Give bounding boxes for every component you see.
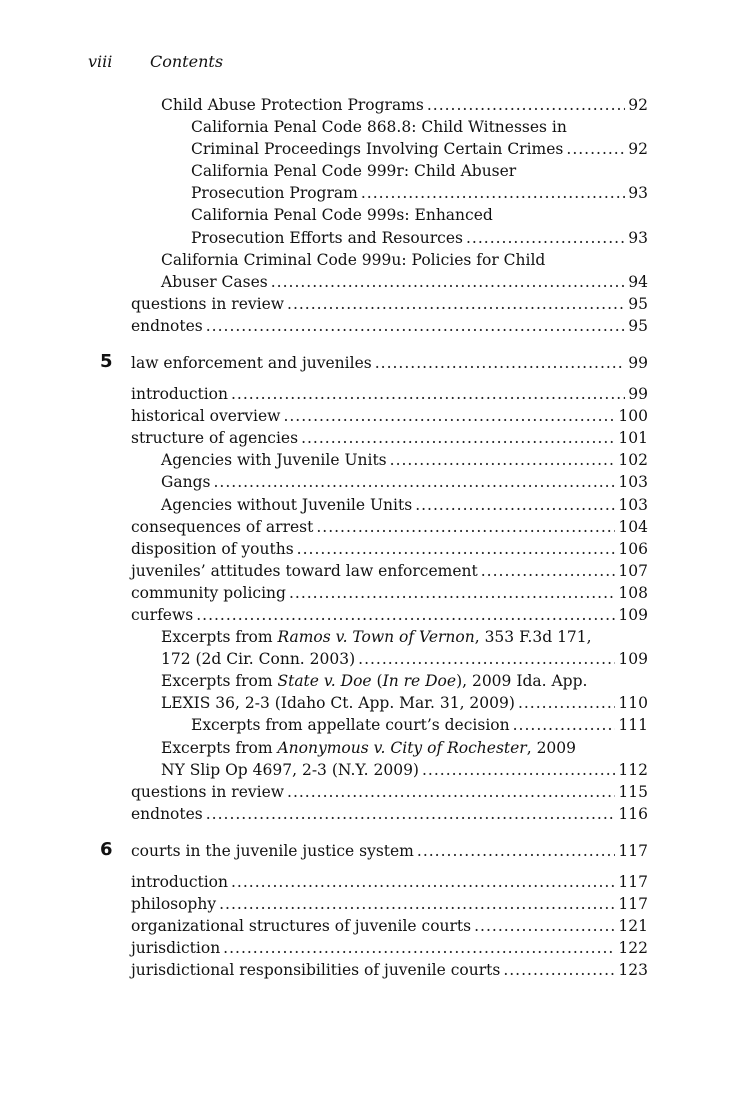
toc-entry[interactable] <box>0 516 735 538</box>
dot-leader <box>513 714 616 736</box>
toc-entry-title: questions in review <box>131 294 285 313</box>
toc-entry[interactable] <box>0 427 735 449</box>
toc-entry[interactable] <box>0 315 735 337</box>
case-name: In re Doe <box>382 672 457 691</box>
page-number: 110 <box>618 694 648 713</box>
toc-entry-line <box>191 204 648 226</box>
toc-entry-line <box>131 427 648 449</box>
dot-leader <box>206 315 626 337</box>
page-number: 115 <box>618 782 648 801</box>
toc-entry-line <box>131 315 648 337</box>
dot-leader <box>361 182 625 204</box>
page-number: 117 <box>618 841 648 860</box>
toc-entry-line <box>161 271 648 293</box>
dot-leader <box>503 959 615 981</box>
dot-leader <box>206 803 616 825</box>
page-number: 99 <box>628 385 648 404</box>
page-number: 103 <box>618 495 648 514</box>
page-number: 94 <box>628 272 648 291</box>
case-name: State v. Doe <box>277 672 372 691</box>
toc-entry-title: Criminal Proceedings Involving Certain Crimes <box>191 140 564 159</box>
toc-entry-line <box>161 626 648 648</box>
page-number: 101 <box>618 429 648 448</box>
dot-leader <box>231 383 625 405</box>
dot-leader <box>474 915 615 937</box>
toc-entry[interactable] <box>0 670 735 714</box>
toc-entry-title: jurisdictional responsibilities of juvenile courts <box>131 961 501 980</box>
dot-leader <box>219 893 615 915</box>
toc-entry-line <box>161 759 648 781</box>
dot-leader <box>316 516 615 538</box>
toc-entry-line <box>131 937 648 959</box>
toc-entry-title: historical overview <box>131 407 281 426</box>
dot-leader <box>427 94 625 116</box>
toc-entry-title: introduction <box>131 385 228 404</box>
dot-leader <box>287 293 625 315</box>
toc-entry-title: curfews <box>131 605 194 624</box>
case-name: Ramos v. Town of Vernon <box>277 628 475 647</box>
page-number: 123 <box>618 961 648 980</box>
toc-entry-line <box>161 471 648 493</box>
toc-entry-line <box>131 405 648 427</box>
toc-entry-line <box>131 915 648 937</box>
toc-entry[interactable] <box>0 249 735 293</box>
dot-leader <box>196 604 615 626</box>
toc-entry-line <box>161 449 648 471</box>
dot-leader <box>518 692 615 714</box>
toc-entry-line <box>131 383 648 405</box>
toc-entry-line <box>131 560 648 582</box>
dot-leader <box>283 405 615 427</box>
title-text: , 2009 <box>526 738 577 757</box>
toc-entry[interactable] <box>0 803 735 825</box>
toc-entry-title: Prosecution Efforts and Resources <box>191 228 463 247</box>
toc-entry-line <box>131 516 648 538</box>
dot-leader <box>415 494 615 516</box>
toc-entry-title: philosophy <box>131 895 217 913</box>
page-number: 117 <box>618 872 648 891</box>
toc-entry-line <box>191 138 648 160</box>
toc-entry-title: law enforcement and juveniles <box>131 354 372 373</box>
page-number: 95 <box>628 316 648 335</box>
toc-entry[interactable] <box>0 293 735 315</box>
toc-entry-title: California Criminal Code 999u: Policies for Child <box>161 250 546 269</box>
toc-entry-line <box>161 648 648 670</box>
toc-entry-title: questions in review <box>131 782 285 801</box>
toc-entry-title: community policing <box>131 583 286 602</box>
dot-leader <box>271 271 626 293</box>
dot-leader <box>566 138 625 160</box>
toc-chapter-entry[interactable] <box>0 351 735 375</box>
toc-entry[interactable] <box>0 405 735 427</box>
title-text: Excerpts from <box>161 738 278 757</box>
toc-entry[interactable] <box>0 604 735 626</box>
title-text: Excerpts from <box>161 672 278 691</box>
page-number: 103 <box>618 473 648 492</box>
title-text: LEXIS 36, 2-3 (Idaho Ct. App. Mar. 31, 2009) <box>161 694 515 713</box>
page-number: 102 <box>618 451 648 470</box>
toc-entry-title <box>161 737 576 759</box>
page-number: 100 <box>618 407 648 426</box>
toc-entry-line <box>131 293 648 315</box>
toc-entry-title: organizational structures of juvenile courts <box>131 917 472 936</box>
toc-entry-title: Gangs <box>161 473 211 492</box>
page-number: 108 <box>618 583 648 602</box>
toc-entry-title: Agencies without Juvenile Units <box>161 495 413 514</box>
toc-entry-line <box>131 604 648 626</box>
toc-entry[interactable] <box>0 116 735 160</box>
dot-leader <box>390 449 616 471</box>
toc-entry-title: California Penal Code 999s: Enhanced <box>191 206 493 225</box>
title-text: Excerpts from <box>161 628 278 647</box>
page-number: 112 <box>618 760 648 779</box>
page-number: 104 <box>618 517 648 536</box>
dot-leader <box>481 560 616 582</box>
page-number: 122 <box>618 939 648 958</box>
toc-entry-title: disposition of youths <box>131 539 294 558</box>
toc-entry-title: consequences of arrest <box>131 517 314 536</box>
running-title: Contents <box>150 52 224 71</box>
dot-leader <box>417 839 616 863</box>
toc-entry-title: Prosecution Program <box>191 184 358 203</box>
toc-entry[interactable] <box>0 560 735 582</box>
toc-entry-line <box>191 182 648 204</box>
toc-entry-line <box>131 351 648 375</box>
toc-entry[interactable] <box>0 582 735 604</box>
toc-entry-title: California Penal Code 868.8: Child Witnesses in <box>191 118 567 137</box>
dot-leader <box>231 871 615 893</box>
toc-entry[interactable] <box>0 714 735 736</box>
toc-entry[interactable] <box>0 160 735 204</box>
page-number: 117 <box>618 895 648 913</box>
page-number: 111 <box>618 716 648 735</box>
page-number: 106 <box>618 539 648 558</box>
dot-leader <box>358 648 615 670</box>
toc-entry-line <box>131 803 648 825</box>
toc-entry-title: endnotes <box>131 804 203 823</box>
toc-entry-line <box>161 94 648 116</box>
toc-entry-title <box>161 692 515 714</box>
page-number: 92 <box>628 140 648 159</box>
toc-entry-line <box>191 116 648 138</box>
toc-entry-title: structure of agencies <box>131 429 299 448</box>
dot-leader <box>422 759 615 781</box>
toc-entry-title: Agencies with Juvenile Units <box>161 451 387 470</box>
dot-leader <box>466 227 625 249</box>
toc-entry-line <box>161 494 648 516</box>
toc-entry-title: jurisdiction <box>131 939 221 958</box>
dot-leader <box>289 582 615 604</box>
toc-entry-line <box>191 160 648 182</box>
toc-entry-line <box>161 670 648 692</box>
toc-entry-title: endnotes <box>131 316 203 335</box>
toc-entry[interactable] <box>0 204 735 248</box>
toc-entry[interactable] <box>0 94 735 116</box>
toc-entry-line <box>131 871 648 893</box>
toc-entry-title: Abuser Cases <box>161 272 268 291</box>
toc-entry-line <box>131 893 648 915</box>
toc-entry[interactable] <box>0 737 735 781</box>
page-folio: viii <box>88 52 113 71</box>
toc-entry-title <box>161 759 419 781</box>
toc-entry-title <box>161 670 587 692</box>
toc-entry-title: Child Abuse Protection Programs <box>161 96 424 114</box>
title-text: , 353 F.3d 171, <box>474 628 592 647</box>
toc-entry[interactable] <box>0 626 735 670</box>
toc-entry-line <box>161 249 648 271</box>
toc-entry-title: Excerpts from appellate court’s decision <box>191 716 510 735</box>
toc-entry-title <box>161 626 592 648</box>
dot-leader <box>223 937 615 959</box>
toc-entry[interactable] <box>0 915 735 937</box>
toc-entry[interactable] <box>0 781 735 803</box>
dot-leader <box>287 781 615 803</box>
toc-entry-line <box>131 959 648 981</box>
page-number: 107 <box>618 561 648 580</box>
title-text: NY Slip Op 4697, 2-3 (N.Y. 2009) <box>161 760 419 779</box>
toc-entry[interactable] <box>0 383 735 405</box>
chapter-number: 6 <box>100 838 113 860</box>
dot-leader <box>297 538 616 560</box>
title-text: 172 (2d Cir. Conn. 2003) <box>161 650 356 669</box>
page-number: 95 <box>628 294 648 313</box>
chapter-number: 5 <box>100 351 113 373</box>
toc-entry[interactable] <box>0 959 735 981</box>
title-text: ( <box>371 672 383 691</box>
toc-entry-line <box>131 839 648 863</box>
table-of-contents <box>0 94 735 981</box>
toc-entry-title: introduction <box>131 872 228 891</box>
toc-entry[interactable] <box>0 471 735 493</box>
toc-entry-line <box>191 714 648 736</box>
toc-entry-line <box>131 781 648 803</box>
toc-entry[interactable] <box>0 494 735 516</box>
dot-leader <box>375 351 626 375</box>
page-number: 109 <box>618 650 648 669</box>
page-number: 93 <box>628 184 648 203</box>
toc-entry-line <box>161 692 648 714</box>
toc-chapter-entry[interactable] <box>0 839 735 863</box>
case-name: Anonymous v. City of Rochester <box>277 738 527 757</box>
toc-entry-line <box>161 737 648 759</box>
toc-entry[interactable] <box>0 937 735 959</box>
toc-entry[interactable] <box>0 871 735 893</box>
page-number: 99 <box>628 354 648 373</box>
page-number: 92 <box>628 96 648 114</box>
toc-entry-line <box>131 582 648 604</box>
page-number: 93 <box>628 228 648 247</box>
running-head <box>88 52 223 71</box>
dot-leader <box>213 471 615 493</box>
toc-entry-title: courts in the juvenile justice system <box>131 841 414 860</box>
title-text: ), 2009 Ida. App. <box>456 672 588 691</box>
toc-entry-line <box>191 227 648 249</box>
page-number: 109 <box>618 605 648 624</box>
toc-entry-title: juveniles’ attitudes toward law enforcement <box>131 561 478 580</box>
dot-leader <box>301 427 615 449</box>
toc-entry-line <box>131 538 648 560</box>
toc-entry[interactable] <box>0 893 735 915</box>
page-number: 116 <box>618 804 648 823</box>
toc-entry[interactable] <box>0 538 735 560</box>
toc-entry-title <box>161 648 355 670</box>
page-number: 121 <box>618 917 648 936</box>
toc-entry-title: California Penal Code 999r: Child Abuser <box>191 162 517 181</box>
toc-entry[interactable] <box>0 449 735 471</box>
